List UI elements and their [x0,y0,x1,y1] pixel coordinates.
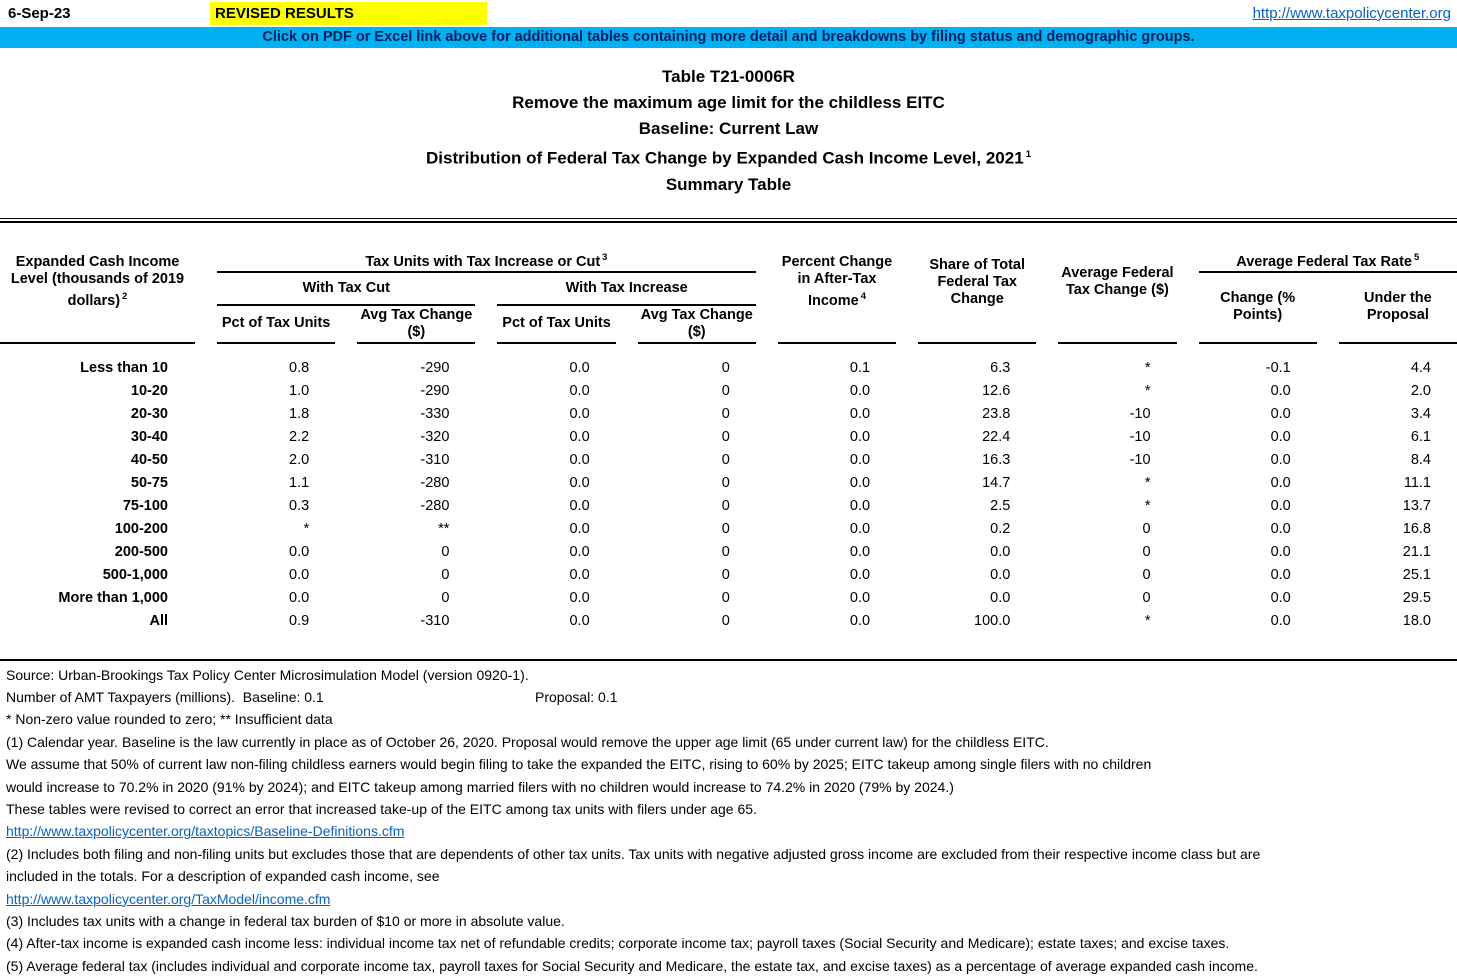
cell: -10 [1129,429,1151,446]
cell: 0.0 [1270,521,1291,538]
cell: 0.0 [569,406,590,423]
table-row [0,426,1457,449]
row-label: More than 1,000 [58,590,168,607]
cell: 8.4 [1410,452,1431,469]
footnote-line: (3) Includes tax units with a change in federal tax burden of $10 or more in absolute value. [6,912,565,929]
cell: 0 [721,567,730,584]
col-header-avg-tax-change-cut: Avg Tax Change ($) [357,306,475,344]
footnote-ref-4: 4 [860,291,867,303]
cell: 0.0 [569,383,590,400]
cell: 0.0 [569,613,590,630]
table-row [0,449,1457,472]
cell: 23.8 [982,406,1011,423]
cell: 0 [1142,567,1151,584]
table-body [0,344,1457,633]
cell: -10 [1129,452,1151,469]
cell: 0.0 [990,567,1011,584]
cell: -330 [420,406,450,423]
table-row [0,518,1457,541]
cell: * [303,521,310,538]
cell: 100.0 [974,613,1011,630]
cell: 12.6 [982,383,1011,400]
cell: 0.0 [990,590,1011,607]
cell: * [1144,360,1151,377]
proposal-title: Remove the maximum age limit for the childless EITC [512,93,945,112]
cell: * [1144,475,1151,492]
row-label: 30-40 [130,429,168,446]
footnote-line: (2) Includes both filing and non-filing units but excludes those that are dependents of other tax units. Tax units with negative adjusted gross income are excluded from their respective income class but are [6,845,1261,862]
table-number-title: Table T21-0006R [662,67,795,86]
cell: -290 [420,360,450,377]
cell: 25.1 [1402,567,1431,584]
col-header-rate-under-proposal: Under the Proposal [1339,273,1457,344]
footnote-line: These tables were revised to correct an error that increased take-up of the EITC among tax units with filers under age 65. [6,801,757,817]
cell: 0.0 [569,475,590,492]
cell: 21.1 [1402,544,1431,561]
cell: 0 [441,544,450,561]
cell: 0.0 [849,613,871,630]
summary-table [0,223,1457,633]
footnote-line: We assume that 50% of current law non-filing childless earners would begin filing to take the expanded the EITC, rising to 60% by 2025; EITC takeup among single filers with no children [6,756,1152,773]
cell: 0.9 [289,613,310,630]
cell: -280 [420,498,450,515]
cell: 0 [1142,590,1151,607]
col-group-average-federal-tax-rate: Average Federal Tax Rate $^5$ [1199,223,1457,273]
cell: 0 [721,590,730,607]
cell: 0.0 [569,521,590,538]
top-bar [0,0,1457,27]
cell: 0.0 [849,521,871,538]
col-header-pct-tax-units-cut: Pct of Tax Units [217,306,335,344]
table-row [0,380,1457,403]
col-header-avg-tax-change-increase: Avg Tax Change ($) [638,306,756,344]
table-row [0,472,1457,495]
cell: -310 [420,613,450,630]
amt-proposal-value: Proposal: 0.1 [535,689,618,706]
footnote-link[interactable]: http://www.taxpolicycenter.org/taxtopics/Baseline-Definitions.cfm [6,823,405,840]
amt-taxpayers-line [0,686,1457,708]
cell: 0 [721,452,730,469]
cell: 0.0 [1270,429,1291,446]
cell: 0.0 [849,544,871,561]
cell: 0.0 [1270,544,1291,561]
notice-text: Click on PDF or Excel link above for additional tables containing more detail and breakdowns by filing status and demographic groups. [262,29,1195,45]
cell: 0.0 [849,567,871,584]
cell: 0.0 [569,429,590,446]
cell: 0 [721,475,730,492]
table-row [0,541,1457,564]
cell: 0.0 [990,544,1011,561]
cell: 0.0 [849,452,871,469]
cell: 0.8 [289,360,310,377]
cell: 0 [721,498,730,515]
footnote-ref-2: 2 [122,291,128,303]
footnote-line: * Non-zero value rounded to zero; ** Insufficient data [6,711,333,728]
footnote-link[interactable]: http://www.taxpolicycenter.org/TaxModel/income.cfm [6,890,331,907]
cell: 0.0 [1270,498,1291,515]
row-label: All [149,613,168,630]
cell: 0 [1142,544,1151,561]
cell: 0.1 [849,360,871,377]
cell: 0.0 [1270,613,1291,630]
cell: 4.4 [1410,360,1431,377]
cell: 0 [721,544,730,561]
title-block [0,64,1457,198]
footnote-line: included in the totals. For a description of expanded cash income, see [6,868,440,885]
cell: -280 [420,475,450,492]
cell: * [1144,613,1151,630]
cell: 2.2 [289,429,310,446]
cell: 0.0 [1270,590,1291,607]
baseline-title: Baseline: Current Law [638,119,819,138]
cell: 0.0 [849,475,871,492]
col-header-pct-tax-units-increase: Pct of Tax Units [497,306,615,344]
row-label: 500-1,000 [102,567,168,584]
cell: 0.0 [1270,383,1291,400]
footnote-line: Source: Urban-Brookings Tax Policy Center Microsimulation Model (version 0920-1). [6,666,529,683]
cell: 11.1 [1403,475,1431,492]
cell: 3.4 [1410,406,1431,423]
footnote-ref-5: 5 [1413,251,1420,263]
taxpolicycenter-link[interactable]: http://www.taxpolicycenter.org [1252,5,1451,22]
cell: 0 [441,590,450,607]
revised-results-banner: REVISED RESULTS [210,2,487,25]
cell: 1.8 [289,406,310,423]
cell: 0.0 [569,452,590,469]
table-header [0,223,1457,344]
cell: 0.0 [289,590,310,607]
row-label: 200-500 [114,544,168,561]
footnote-line: would increase to 70.2% in 2020 (91% by 2024); and EITC takeup among married filers with no children would increase to 74.2% in 2020 (79% by 2024.) [6,778,954,795]
cell: 0.0 [849,590,871,607]
cell: 13.7 [1402,498,1431,515]
footnote-line [0,820,1457,842]
cell: 14.7 [982,475,1011,492]
cell: 6.1 [1410,429,1431,446]
cell: ** [438,521,450,538]
cell: -290 [420,383,450,400]
summary-table-title: Summary Table [665,174,792,194]
cell: 0 [721,383,730,400]
cell: * [1144,498,1151,515]
cell: 18.0 [1402,613,1431,630]
cell: 2.0 [1410,383,1431,400]
table-row [0,403,1457,426]
footnote-line: (4) After-tax income is expanded cash income less: individual income tax net of refundable credits; corporate income tax; payroll taxes (Social Security and Medicare); estate taxes; and excise taxes. [6,935,1230,952]
col-header-income-level: Expanded Cash Income Level (thousands of 2019 dollars) $^2$ [0,223,195,344]
cell: -0.1 [1265,360,1291,377]
cell: 16.8 [1402,521,1431,538]
col-header-rate-change-points: Change (% Points) [1199,273,1317,344]
cell: 0.0 [1270,567,1291,584]
cell: 0 [1142,521,1151,538]
cell: 22.4 [982,429,1011,446]
cell: 0.0 [569,498,590,515]
cell: 0 [721,429,730,446]
cell: 0.0 [849,429,871,446]
cell: * [1144,383,1151,400]
footnotes-block [0,664,1457,977]
cell: 0 [721,521,730,538]
cell: -320 [420,429,450,446]
cell: 16.3 [982,452,1011,469]
cell: 0 [721,613,730,630]
cell: 0.0 [569,567,590,584]
cell: 6.3 [990,360,1011,377]
row-label: 50-75 [130,475,168,492]
cell: 0.0 [289,567,310,584]
cell: 1.1 [289,475,310,492]
cell: -10 [1129,406,1151,423]
cell: 0.0 [569,544,590,561]
report-date: 6-Sep-23 [8,5,71,22]
row-label: 20-30 [130,406,168,423]
footnote-line [0,888,1457,910]
cell: 0.0 [569,360,590,377]
cell: 2.0 [289,452,310,469]
footnote-ref-3: 3 [602,251,608,263]
col-group-tax-units-increase-or-cut: Tax Units with Tax Increase or Cut $^3$ [217,223,756,273]
footnote-line: (1) Calendar year. Baseline is the law currently in place as of October 26, 2020. Proposal would remove the upper age limit (65 under current law) for the childless EITC. [6,733,1049,750]
cell: 2.5 [990,498,1011,515]
table-row [0,587,1457,610]
col-group-with-tax-cut: With Tax Cut [217,273,475,306]
cell: 0.0 [289,544,310,561]
cell: 0.0 [1270,406,1291,423]
row-label: 100-200 [114,521,168,538]
cell: 0.0 [1270,475,1291,492]
cell: 0.0 [849,498,871,515]
row-label: 75-100 [122,498,168,515]
col-group-with-tax-increase: With Tax Increase [497,273,755,306]
table-row [0,564,1457,587]
cell: 0.0 [849,383,871,400]
row-label: 10-20 [130,383,168,400]
col-header-average-federal-tax-change: Average Federal Tax Change ($) [1058,223,1176,344]
footnote-line: (5) Average federal tax (includes individual and corporate income tax, payroll taxes for Social Security and Medicare, the estate tax, and excise taxes) as a percentage of average expanded cash income. [6,957,1258,974]
cell: 0.2 [990,521,1011,538]
cell: 29.5 [1402,590,1431,607]
table-row [0,495,1457,518]
table-row [0,344,1457,380]
table-bottom-rule [0,659,1457,661]
distribution-title: Distribution of Federal Tax Change by Expanded Cash Income Level, 2021 $^1$ [426,148,1031,168]
table-row [0,610,1457,633]
cell: 0 [721,360,730,377]
notice-banner [0,27,1457,48]
cell: 0.0 [569,590,590,607]
col-header-share-of-total-federal-tax-change: Share of Total Federal Tax Change [918,223,1036,344]
row-label: 40-50 [130,452,168,469]
amt-baseline-value: Number of AMT Taxpayers (millions). Baseline: 0.1 [6,689,324,706]
cell: 0.0 [849,406,871,423]
cell: 1.0 [289,383,310,400]
cell: 0 [441,567,450,584]
cell: 0.0 [1270,452,1291,469]
cell: -310 [420,452,450,469]
cell: 0.3 [289,498,310,515]
footnote-ref-1: 1 [1025,149,1031,160]
cell: 0 [721,406,730,423]
row-label: Less than 10 [80,360,168,377]
col-header-pct-change-after-tax-income: Percent Change in After-Tax Income $^4$ [778,223,896,344]
